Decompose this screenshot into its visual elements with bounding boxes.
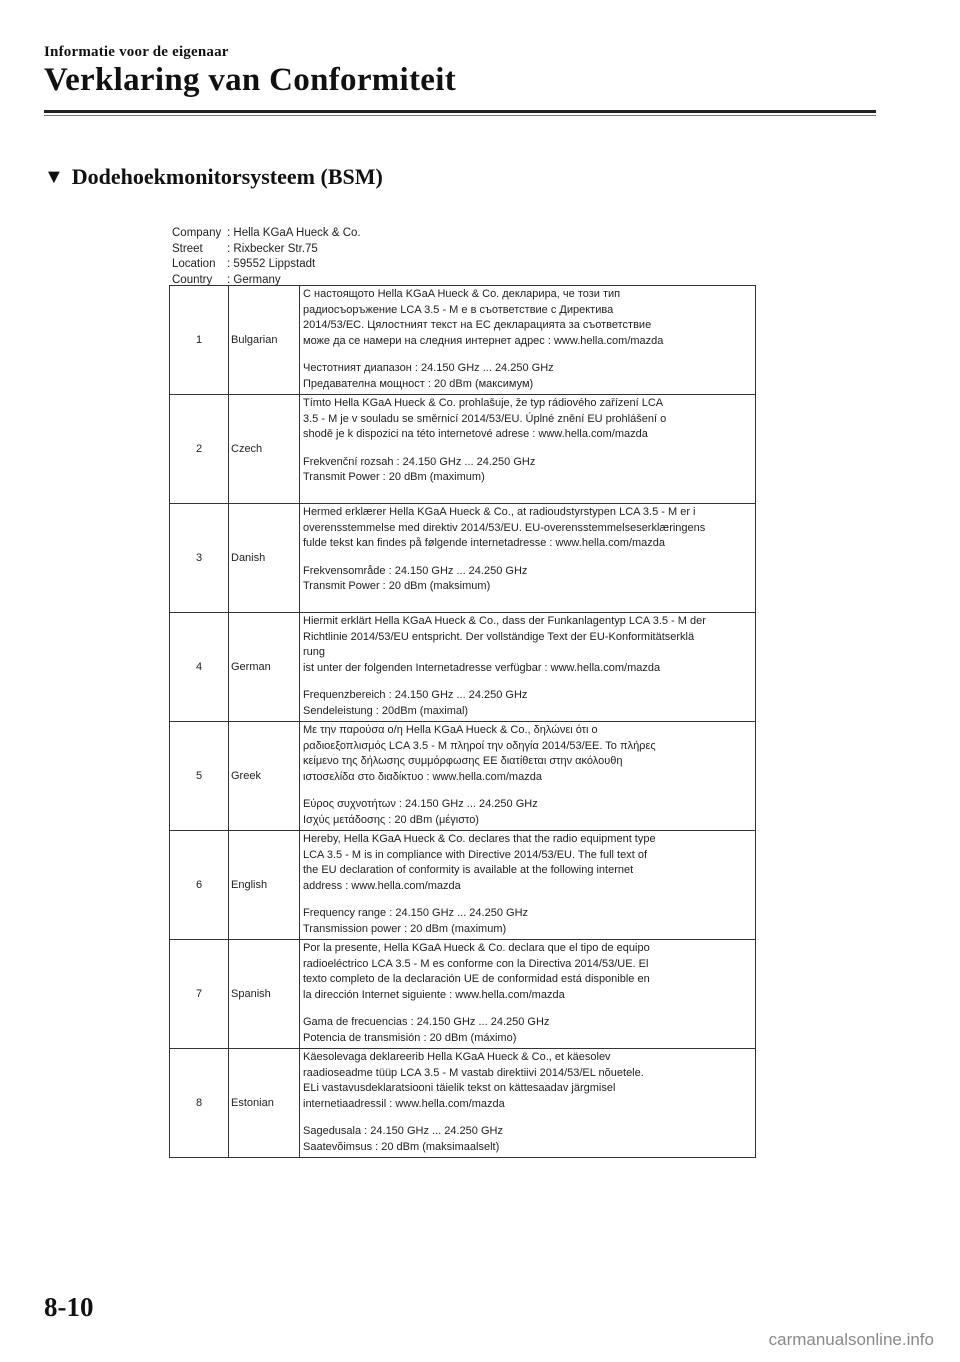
- row-declaration: [300, 395, 756, 504]
- spec-line: Transmit Power : 20 dBm (maximum): [303, 471, 485, 484]
- spacer: [303, 349, 753, 361]
- company-value: : Germany: [227, 273, 281, 286]
- spec-line: Frekvenční rozsah : 24.150 GHz ... 24.250 GHz: [303, 455, 536, 468]
- declaration-line: Hiermit erklärt Hella KGaA Hueck & Co., dass der Funkanlagentyp LCA 3.5 - M der: [303, 615, 706, 627]
- row-number: 6: [170, 831, 229, 940]
- row-language: German: [229, 613, 300, 722]
- spacer: [303, 676, 753, 688]
- company-row: [172, 226, 361, 242]
- spec-line: Предавателна мощност : 20 dBm (максимум): [303, 377, 534, 390]
- declaration-line: Käesolevaga deklareerib Hella KGaA Hueck & Co., et käesolev: [303, 1051, 611, 1063]
- row-declaration: [300, 286, 756, 395]
- row-declaration: [300, 831, 756, 940]
- declaration-table: [169, 285, 756, 1158]
- company-row: [172, 242, 361, 258]
- header-divider-thin: [44, 115, 876, 116]
- spec-line: Sendeleistung : 20dBm (maximal): [303, 704, 469, 717]
- row-declaration: [300, 722, 756, 831]
- declaration-line: fulde tekst kan findes på følgende internetadresse : www.hella.com/mazda: [303, 537, 665, 550]
- declaration-line: ραδιοεξοπλισμός LCA 3.5 - M πληροί την οδηγία 2014/53/ΕΕ. Το πλήρες: [303, 739, 656, 752]
- declaration-line: raadioseadme tüüp LCA 3.5 - M vastab direktiivi 2014/53/EL nõuetele.: [303, 1066, 644, 1079]
- spec-line: Frequenzbereich : 24.150 GHz ... 24.250 GHz: [303, 689, 528, 702]
- section-heading: [44, 164, 383, 190]
- declaration-line: ELi vastavusdeklaratsiooni täielik tekst on kättesaadav järgmisel: [303, 1082, 616, 1095]
- row-declaration: [300, 504, 756, 613]
- company-row: [172, 257, 361, 273]
- spec-line: Gama de frecuencias : 24.150 GHz ... 24.250 GHz: [303, 1016, 550, 1029]
- spacer: [303, 785, 753, 797]
- company-key: Street: [172, 242, 203, 255]
- declaration-line: Tímto Hella KGaA Hueck & Co. prohlašuje, že typ rádiového zařízení LCA: [303, 397, 664, 409]
- table-row: [170, 613, 756, 722]
- table-row: [170, 395, 756, 504]
- company-info: [172, 226, 361, 288]
- spacer: [303, 552, 753, 564]
- spec-line: Potencia de transmisión : 20 dBm (máximo): [303, 1031, 517, 1044]
- row-number: 4: [170, 613, 229, 722]
- row-language: Spanish: [229, 940, 300, 1049]
- declaration-line: ιστοσελίδα στο διαδίκτυο : www.hella.com/mazda: [303, 770, 542, 783]
- table-row: [170, 722, 756, 831]
- spec-line: Frequency range : 24.150 GHz ... 24.250 GHz: [303, 907, 529, 920]
- declaration-line: la dirección Internet siguiente : www.hella.com/mazda: [303, 988, 565, 1001]
- declaration-line: shodě je k dispozici na této internetové adrese : www.hella.com/mazda: [303, 428, 648, 441]
- company-value: : Rixbecker Str.75: [227, 242, 318, 255]
- spec-line: Frekvensområde : 24.150 GHz ... 24.250 GHz: [303, 564, 528, 577]
- header-section-label: Informatie voor de eigenaar: [44, 44, 229, 60]
- declaration-line: the EU declaration of conformity is available at the following internet: [303, 864, 634, 877]
- declaration-line: address : www.hella.com/mazda: [303, 879, 461, 892]
- row-number: 7: [170, 940, 229, 1049]
- declaration-line: rung: [303, 646, 326, 659]
- watermark: carmanualsonline.info: [768, 1330, 934, 1349]
- table-row: [170, 940, 756, 1049]
- row-declaration: [300, 1049, 756, 1158]
- row-language: English: [229, 831, 300, 940]
- triangle-down-icon: ▼: [44, 165, 64, 188]
- declaration-line: Richtlinie 2014/53/EU entspricht. Der vollständige Text der EU-Konformitätserklä: [303, 630, 695, 643]
- row-declaration: [300, 613, 756, 722]
- section-title: Dodehoekmonitorsysteem (BSM): [71, 164, 383, 189]
- declaration-line: LCA 3.5 - M is in compliance with Directive 2014/53/EU. The full text of: [303, 848, 648, 861]
- declaration-line: κείμενο της δήλωσης συμμόρφωσης ΕΕ διατίθεται στην ακόλουθη: [303, 755, 623, 768]
- declaration-line: texto completo de la declaración UE de conformidad está disponible en: [303, 973, 650, 986]
- declaration-line: 3.5 - M je v souladu se směrnicí 2014/53/EU. Úplné znění EU prohlášení o: [303, 412, 667, 425]
- spacer: [303, 1112, 753, 1124]
- declaration-line: ist unter der folgenden Internetadresse verfügbar : www.hella.com/mazda: [303, 661, 661, 674]
- row-number: 3: [170, 504, 229, 613]
- page-number: 8-10: [44, 1292, 94, 1322]
- header-divider: [44, 110, 876, 113]
- company-value: : 59552 Lippstadt: [227, 258, 316, 270]
- declaration-line: overensstemmelse med direktiv 2014/53/EU. EU-overensstemmelseserklæringens: [303, 521, 706, 534]
- spec-line: Transmit Power : 20 dBm (maksimum): [303, 580, 491, 593]
- spacer: [303, 443, 753, 455]
- declaration-line: радиосъоръжение LCA 3.5 - M е в съответствие с Директива: [303, 303, 614, 316]
- company-key: Country: [172, 273, 213, 286]
- declaration-line: Hermed erklærer Hella KGaA Hueck & Co., at radioudstyrstypen LCA 3.5 - M er i: [303, 506, 696, 518]
- spacer: [303, 1003, 753, 1015]
- declaration-line: Hereby, Hella KGaA Hueck & Co. declares that the radio equipment type: [303, 833, 656, 845]
- spec-line: Εύρος συχνοτήτων : 24.150 GHz ... 24.250 GHz: [303, 798, 538, 811]
- spacer: [303, 894, 753, 906]
- company-value: : Hella KGaA Hueck & Co.: [227, 227, 361, 239]
- row-number: 5: [170, 722, 229, 831]
- row-declaration: [300, 940, 756, 1049]
- company-key: Company: [172, 227, 222, 239]
- row-number: 8: [170, 1049, 229, 1158]
- spec-line: Честотният диапазон : 24.150 GHz ... 24.250 GHz: [303, 362, 554, 375]
- row-language: Bulgarian: [229, 286, 300, 395]
- row-number: 2: [170, 395, 229, 504]
- row-number: 1: [170, 286, 229, 395]
- spec-line: Saatevõimsus : 20 dBm (maksimaalselt): [303, 1140, 500, 1153]
- declaration-line: Por la presente, Hella KGaA Hueck & Co. declara que el tipo de equipo: [303, 942, 650, 954]
- spec-line: Transmission power : 20 dBm (maximum): [303, 922, 507, 935]
- declaration-line: radioeléctrico LCA 3.5 - M es conforme con la Directiva 2014/53/UE. El: [303, 957, 649, 970]
- declaration-line: С настоящото Hella KGaA Hueck & Co. декларира, че този тип: [303, 288, 621, 300]
- page-title: Verklaring van Conformiteit: [44, 62, 457, 98]
- spec-line: Sagedusala : 24.150 GHz ... 24.250 GHz: [303, 1125, 503, 1138]
- row-language: Estonian: [229, 1049, 300, 1158]
- row-language: Danish: [229, 504, 300, 613]
- declaration-line: Με την παρούσα ο/η Hella KGaA Hueck & Co., δηλώνει ότι ο: [303, 724, 598, 736]
- table-row: [170, 1049, 756, 1158]
- spec-line: Ισχύς μετάδοσης : 20 dBm (μέγιστο): [303, 813, 479, 826]
- table-row: [170, 831, 756, 940]
- company-key: Location: [172, 258, 216, 270]
- row-language: Greek: [229, 722, 300, 831]
- table-row: [170, 286, 756, 395]
- declaration-line: internetiaadressil : www.hella.com/mazda: [303, 1097, 505, 1110]
- row-language: Czech: [229, 395, 300, 504]
- declaration-line: може да се намери на следния интернет адрес : www.hella.com/mazda: [303, 334, 664, 347]
- declaration-line: 2014/53/ЕС. Цялостният текст на ЕС декларацията за съответствие: [303, 319, 652, 332]
- table-row: [170, 504, 756, 613]
